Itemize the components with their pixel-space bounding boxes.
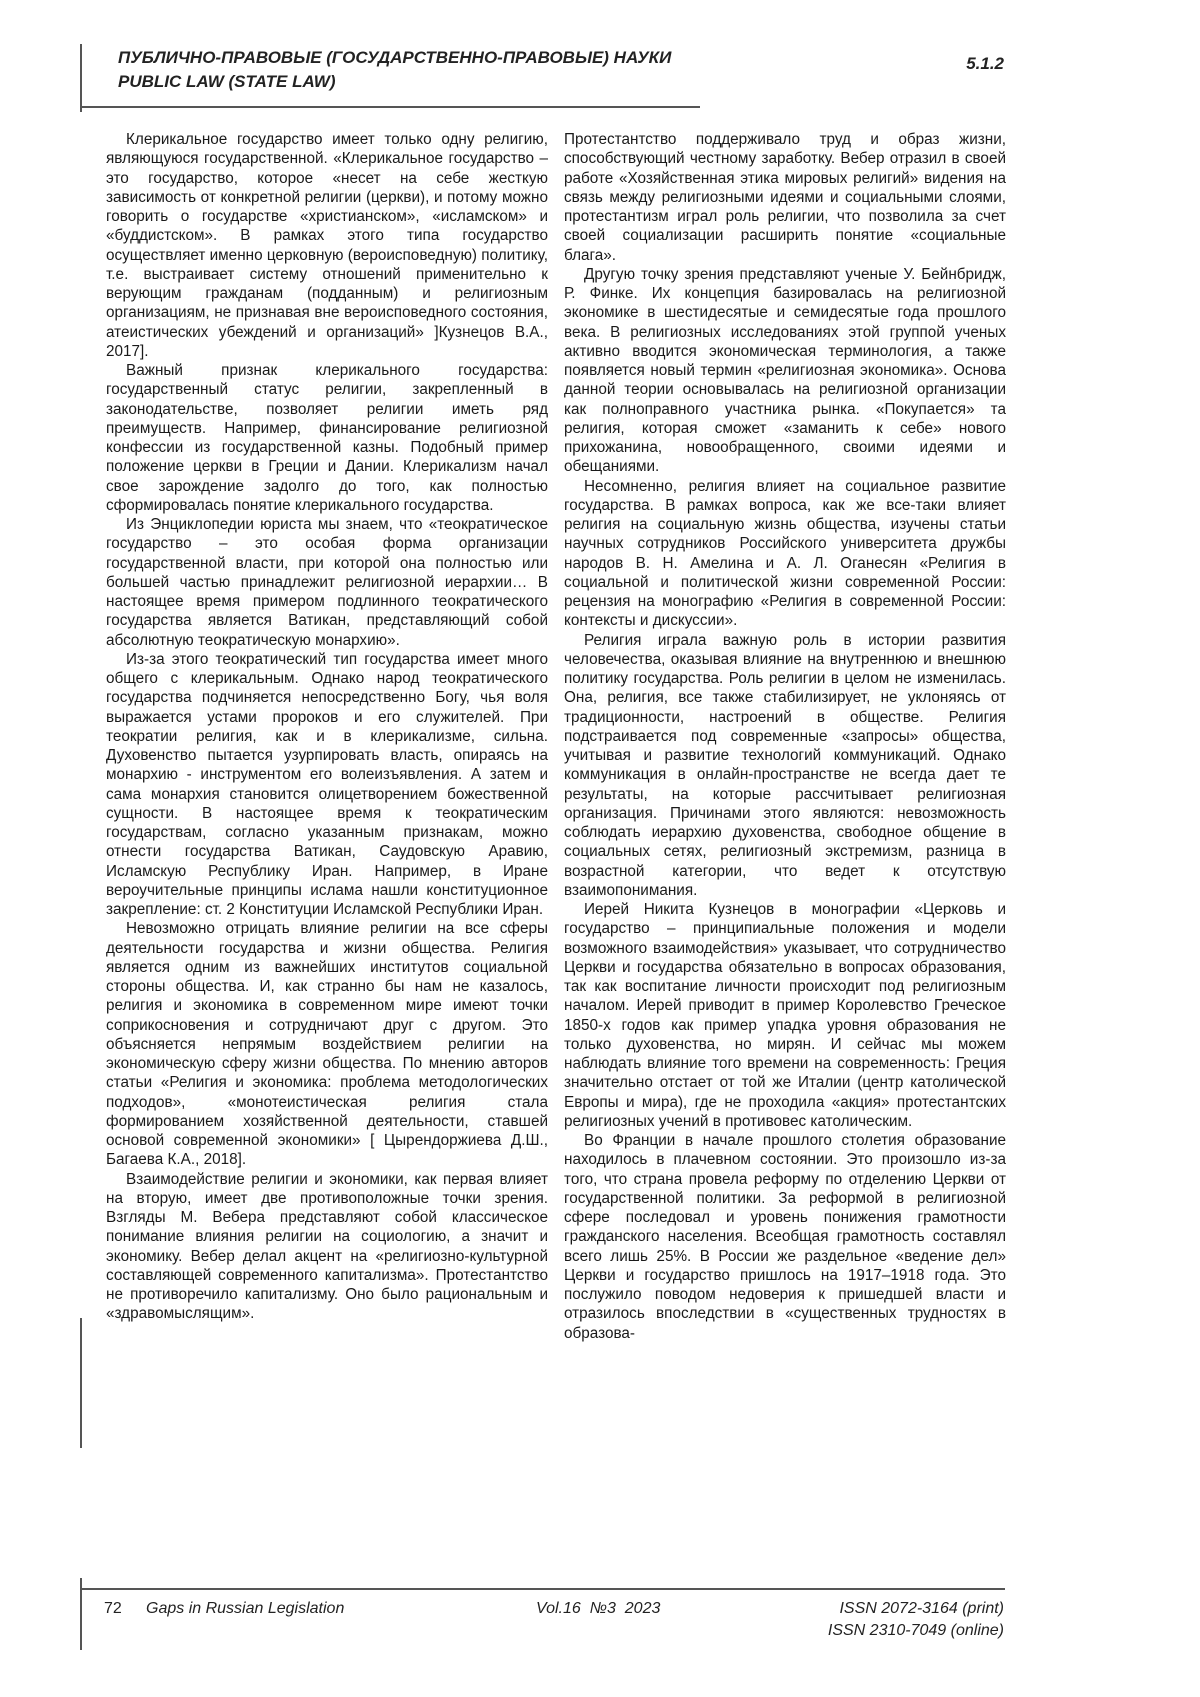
paragraph: Религия играла важную роль в истории развития человечества, оказывая влияние на внутреннюю и внешнюю политику государства. Роль религии в целом не изменилась. Она, религия, все также стабилизирует, не уклоняясь от традиционности, настроений в обществе. Религия подстраивается под современные «запросы» общества, учитывая и развитие технологий коммуникаций. Однако коммуникация в онлайн-пространстве не всегда дает те результаты, на которые рассчитывает религиозная организация. Причинами этого являются: невозможность соблюдать иерархию духовенства, свободное общение в социальных сетях, религиозный экстремизм, разница в возрастной категории, что ведет к отсутствую взаимопонимания.	[564, 631, 1006, 899]
header-rule-vertical	[80, 44, 82, 112]
left-column	[106, 130, 548, 1324]
paragraph: Клерикальное государство имеет только одну религию, являющуюся государственной. «Клерикальное государство – это государство, которое «несет на себе жесткую зависимость от конкретной религии (церкви), и потому можно говорить о государстве «христианском», «исламском» и «буддистском». В рамках этого типа государство осуществляет именно церковную (вероисповедную) политику, т.е. выстраивает систему отношений применительно к верующим гражданам (подданным) и религиозным организациям, не признавая вне вероисповедного состояния, атеистических убеждений и организаций» ]Кузнецов В.А., 2017].	[106, 131, 548, 360]
issn-online: ISSN 2310-7049 (online)	[827, 1622, 1004, 1639]
section-title-en: PUBLIC LAW (STATE LAW)	[118, 72, 336, 91]
section-title-ru: ПУБЛИЧНО-ПРАВОВЫЕ (ГОСУДАРСТВЕННО-ПРАВОВЫЕ) НАУКИ	[118, 48, 672, 67]
section-code: 5.1.2	[966, 54, 1004, 73]
paragraph: Протестантство поддерживало труд и образ жизни, способствующий честному заработку. Вебер отразил в своей работе «Хозяйственная этика мировых религий» видения на связь между религиозными идеями и социальными слоями, протестантизм играл роль религии, что позволила за счет своей социализации расширить понятие «социальные блага».	[564, 131, 1006, 264]
paragraph: Несомненно, религия влияет на социальное развитие государства. В рамках вопроса, как же все-таки влияет религия на социальную жизнь общества, изучены статьи научных сотрудников Российского университета дружбы народов В. Н. Амелина и А. Л. Оганесян «Религия в социальной и политической жизни современной России: рецензия на монографию «Религия в современной России: контексты и дискуссии».	[564, 477, 1006, 630]
paragraph: Во Франции в начале прошлого столетия образование находилось в плачевном состоянии. Это произошло из-за того, что страна провела реформу по отделению Церкви от государственной политики. За реформой в религиозной сфере последовал и уровень понижения грамотности гражданского населения. Всеобщая грамотность составлял всего лишь 25%. В России же раздельное «ведение дел» Церкви и государство пришлось на 1917–1918 года. Это послужило поводом недоверия к пришедшей власти и отразилось впоследствии в «существенных трудностях в образова-	[564, 1132, 1006, 1342]
right-column	[564, 130, 1006, 1343]
header-rule	[80, 106, 700, 108]
paragraph: Из-за этого теократический тип государства имеет много общего с клерикальным. Однако народ теократического государства подчиняется непосредственно Богу, чья воля выражается устами пророков и его служителей. При теократии религия, как и в клерикализме, сильна. Духовенство пытается узурпировать власть, опираясь на монархию - инструментом его волеизъявления. А затем и сама монархия становится олицетворением божественной сущности. В настоящее время к теократическим государствам, согласно указанным признакам, можно отнести государства Ватикан, Саудовскую Аравию, Исламскую Республику Иран. Например, в Иране вероучительные принципы ислама нашли конституционное закрепление: ст. 2 Конституции Исламской Республики Иран.	[106, 650, 548, 918]
running-header	[118, 46, 671, 94]
footer-rule	[80, 1588, 1005, 1590]
paragraph: Взаимодействие религии и экономики, как первая влияет на вторую, имеет две противоположные точки зрения. Взгляды М. Вебера представляют собой классическое понимание влияния религии на социологию, а значит и экономику. Вебер делал акцент на «религиозно-культурной составляющей современного капитализма». Протестантство не противоречило капитализму. Оно было рациональным и «здравомыслящим».	[106, 1170, 548, 1323]
paragraph: Из Энциклопедии юриста мы знаем, что «теократическое государство – это особая форма организации государственной власти, при которой она полностью или большей частью принадлежит религиозной иерархии… В настоящее время примером подлинного теократического государства является Ватикан, представляющий собой абсолютную теократическую монархию».	[106, 516, 548, 649]
footer-rule-vertical	[80, 1578, 82, 1650]
paragraph: Важный признак клерикального государства: государственный статус религии, закрепленный в законодательстве, позволяет религии иметь ряд преимуществ. Например, финансирование религиозной конфессии из государственной казны. Подобный пример положение церкви в Греции и Дании. Клерикализм начал свое зарождение задолго до того, как полностью сформировалась понятие клерикального государства.	[106, 362, 548, 514]
paragraph: Невозможно отрицать влияние религии на все сферы деятельности государства и жизни общества. Религия является одним из важнейших институтов социальной стороны общества. И, как странно бы нам не казалось, религия и экономика в современном мире имеют точки соприкосновения и сотрудничают друг с другом. Это объясняется непрямым воздействием религии на экономическую сферу жизни общества. По мнению авторов статьи «Религия и экономика: проблема методологических подходов», «монотеистическая религия стала формированием хозяйственной деятельности, ставшей основой современной экономики» [ Цырендоржиева Д.Ш., Багаева К.А., 2018].	[106, 920, 548, 1169]
paragraph: Другую точку зрения представляют ученые У. Бейнбридж, Р. Финке. Их концепция базировалась на религиозной экономике в шестидесятые и семидесятые года прошлого века. В религиозных исследованиях этой группой ученых активно вводится экономическая терминология, а также появляется новый термин «религиозная экономика». Основа данной теории основывалась на религиозной организации как полноправного участника рынка. «Покупается» та религия, которая сможет «заманить к себе» нового прихожанина, новообращенного, своими идеями и обещаниями.	[564, 265, 1006, 476]
paragraph: Иерей Никита Кузнецов в монографии «Церковь и государство – принципиальные положения и модели возможного взаимодействия» указывает, что сотрудничество Церкви и государства обязательно в вопросах образования, так как воспитание личности происходит под религиозным началом. Иерей приводит в пример Королевство Греческое 1850-х годов как пример упадка уровня образования не только духовенства, но мирян. И сейчас мы можем наблюдать влияние того времени на современность: Греция значительно отстает от той же Италии (центр католической Европы и мира), где не проходила «акция» протестантских религиозных учений в противовес католическим.	[564, 901, 1006, 1130]
journal-name: Gaps in Russian Legislation	[146, 1600, 345, 1617]
issue-info: Vol.16 №3 2023	[536, 1600, 661, 1617]
margin-rule	[80, 1318, 82, 1448]
page-number: 72	[104, 1600, 122, 1617]
issn-print: ISSN 2072-3164 (print)	[839, 1600, 1004, 1617]
